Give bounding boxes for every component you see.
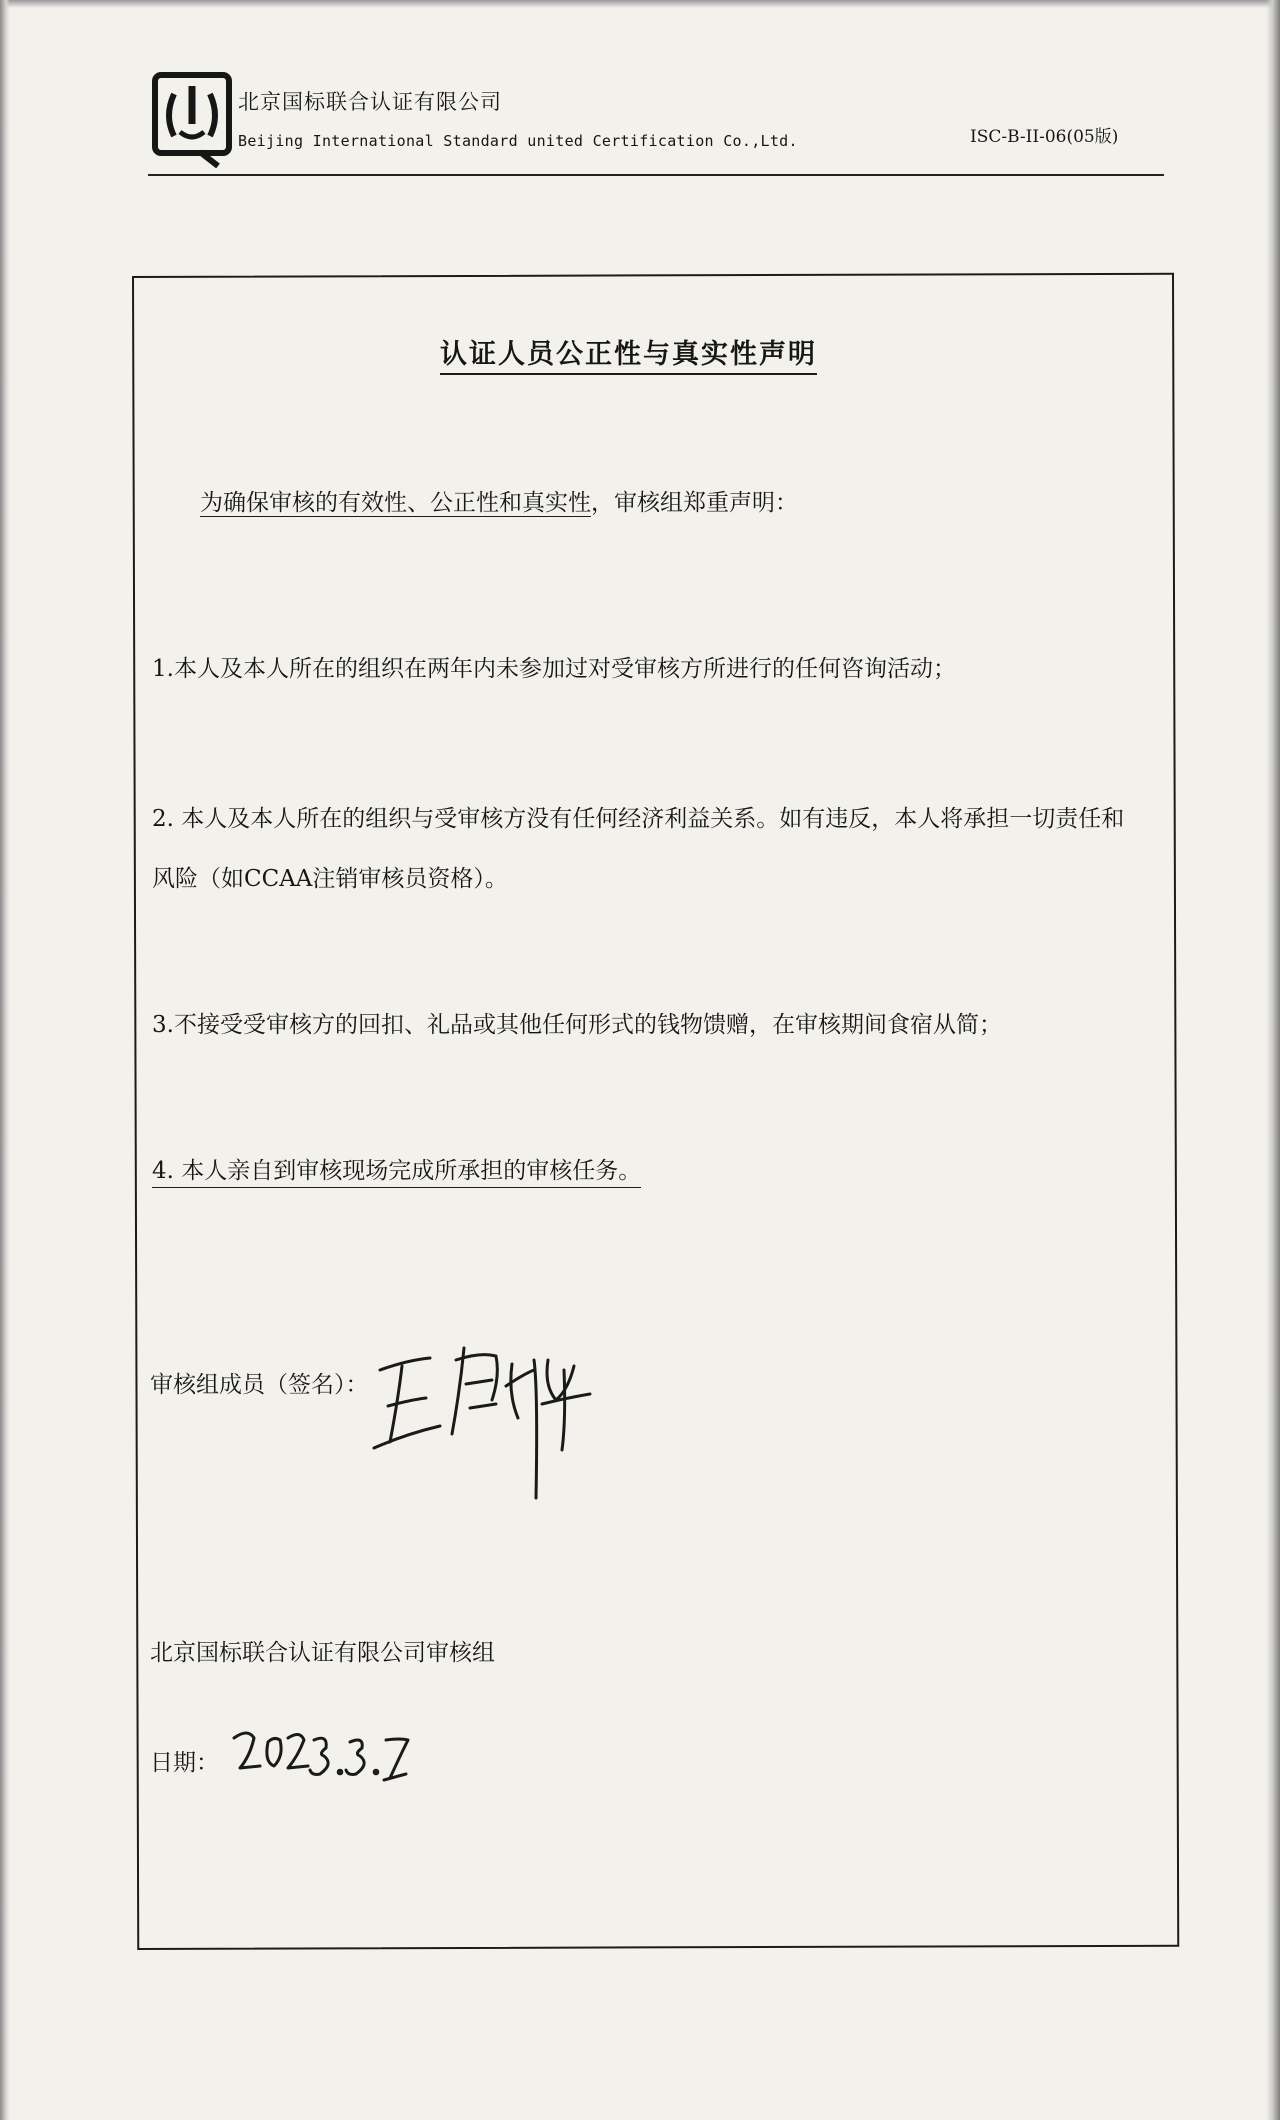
date-label: 日期： xyxy=(150,1750,219,1776)
declaration-item-3: 3.不接受受审核方的回扣、礼品或其他任何形式的钱物馈赠，在审核期间食宿从简； xyxy=(152,1012,1002,1038)
scan-edge-right xyxy=(1266,0,1280,2120)
header-rule xyxy=(148,174,1164,176)
company-name-en: Beijing International Standard united Certification Co.,Ltd. xyxy=(238,132,798,150)
handwritten-signature xyxy=(368,1330,608,1500)
declaration-item-4: 4. 本人亲自到审核现场完成所承担的审核任务。 xyxy=(152,1152,641,1188)
declaration-item-2-line-1: 2. 本人及本人所在的组织与受审核方没有任何经济利益关系。如有违反，本人将承担一切责任和 xyxy=(152,806,1125,832)
audit-team-organization: 北京国标联合认证有限公司审核组 xyxy=(150,1640,495,1666)
intro-paragraph xyxy=(200,484,798,517)
document-title: 认证人员公正性与真实性声明 xyxy=(440,332,817,375)
member-signature-label: 审核组成员（签名）： xyxy=(150,1372,369,1398)
declaration-item-1: 1.本人及本人所在的组织在两年内未参加过对受审核方所进行的任何咨询活动； xyxy=(152,656,956,682)
handwritten-date xyxy=(230,1716,430,1796)
scan-edge-left xyxy=(0,0,10,2120)
declaration-item-2-line-2: 风险（如CCAA注销审核员资格）。 xyxy=(152,866,508,892)
intro-rest-text: ，审核组郑重声明： xyxy=(591,490,798,516)
company-name-cn: 北京国标联合认证有限公司 xyxy=(238,90,502,114)
scan-edge-top xyxy=(0,0,1280,8)
declaration-frame xyxy=(132,273,1179,1950)
isc-logo-icon xyxy=(152,72,232,168)
form-code: ISC-B-II-06(05版) xyxy=(970,127,1119,147)
intro-underlined-text: 为确保审核的有效性、公正性和真实性 xyxy=(200,490,591,516)
